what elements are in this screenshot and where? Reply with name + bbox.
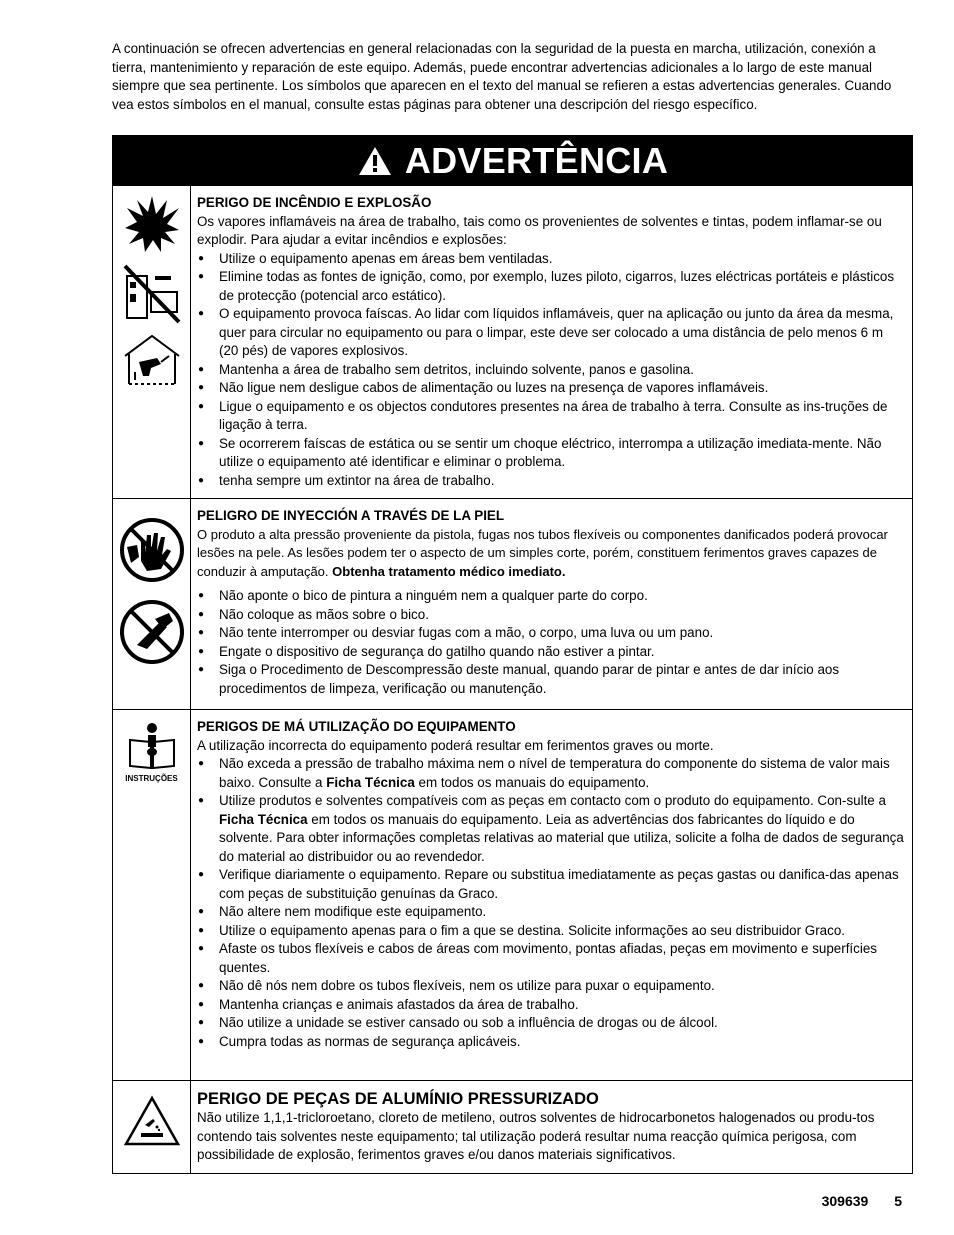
warning-triangle-icon bbox=[357, 145, 393, 177]
misuse-item1-text: Não exceda a pressão de trabalho máxima nem o nível de temperatura do componente do sistema de valor mais baixo. Consulte a bbox=[219, 756, 890, 790]
list-item: ● O equipamento provoca faíscas. Ao lidar com líquidos inflamáveis, quer na aplicação ou junto da área da mesma, quer para circular no equipamento ou para o limpar, este deve ser colocado a uma distância de pelo menos 6 m (20 pés) de vapores explosivos. bbox=[197, 305, 904, 361]
aluminum-text-column bbox=[191, 1081, 912, 1173]
misuse-item2-text: Utilize produtos e solventes compatíveis com as peças em contacto com o produto do equipamento. Con-sulte a bbox=[219, 793, 886, 808]
injection-hazard-list bbox=[197, 587, 904, 698]
instructions-icon-label: INSTRUÇÕES bbox=[125, 774, 178, 783]
misuse-item1-tail: em todos os manuais do equipamento. bbox=[414, 774, 650, 790]
list-item: ● Não dê nós nem dobre os tubos flexíveis, nem os utilize para puxar o equipamento. bbox=[197, 977, 904, 996]
misuse-hazard-title: PERIGOS DE MÁ UTILIZAÇÃO DO EQUIPAMENTO bbox=[197, 719, 516, 734]
misuse-hazard-section bbox=[113, 709, 912, 1080]
misuse-text-column bbox=[191, 710, 912, 1080]
list-item: ● Utilize o equipamento apenas para o fim a que se destina. Solicite informações ao seu distribuidor Graco. bbox=[197, 922, 904, 941]
misuse-hazard-description: A utilização incorrecta do equipamento poderá resultar em ferimentos graves ou morte. bbox=[197, 737, 714, 753]
list-item: ● Engate o dispositivo de segurança do gatilho quando não estiver a pintar. bbox=[197, 643, 904, 662]
injection-icon-column bbox=[113, 499, 191, 709]
list-item: ● Cumpra todas as normas de segurança aplicáveis. bbox=[197, 1033, 904, 1052]
list-item: ● Verifique diariamente o equipamento. Repare ou substitua imediatamente as peças gastas ou danifica-das apenas com peças de substituição genuínas da Graco. bbox=[197, 866, 904, 903]
list-item: ● Afaste os tubos flexíveis e cabos de áreas com movimento, pontas afiadas, peças em movimento e superfícies quentes. bbox=[197, 940, 904, 977]
list-item: ● Siga o Procedimento de Descompressão deste manual, quando parar de pintar e antes de dar início aos procedimentos de limpeza, verificação ou manutenção. bbox=[197, 661, 904, 698]
aluminum-hazard-section bbox=[113, 1080, 912, 1173]
misuse-hazard-list bbox=[197, 755, 904, 1051]
injection-hazard-title: PELIGRO DE INYECCIÓN A TRAVÉS DE LA PIEL bbox=[197, 508, 505, 523]
fire-hazard-list bbox=[197, 250, 904, 491]
no-spray-gun-injection-icon bbox=[119, 599, 185, 665]
page-footer bbox=[800, 1193, 902, 1209]
document-number: 309639 bbox=[821, 1193, 869, 1209]
list-item: ● Elimine todas as fontes de ignição, como, por exemplo, luzes piloto, cigarros, luzes eléctricas portáteis e plásticos de protecção (potencial arco estático). bbox=[197, 268, 904, 305]
misuse-item1-bold: Ficha Técnica bbox=[326, 774, 415, 790]
list-item: ● tenha sempre um extintor na área de trabalho. bbox=[197, 472, 904, 491]
injection-text-column bbox=[191, 499, 912, 709]
warning-box bbox=[112, 135, 913, 1174]
injection-hazard-section bbox=[113, 498, 912, 709]
list-item: ● Ligue o equipamento e os objectos condutores presentes na área de trabalho à terra. Consulte as ins-truções de ligação à terra. bbox=[197, 398, 904, 435]
explosion-icon bbox=[123, 194, 181, 256]
injection-hazard-description bbox=[197, 526, 904, 582]
list-item bbox=[197, 755, 904, 792]
banner-title: ADVERTÊNCIA bbox=[404, 139, 669, 181]
list-item: ● Utilize o equipamento apenas em áreas bem ventiladas. bbox=[197, 250, 904, 269]
no-hand-injection-icon bbox=[119, 517, 185, 583]
aluminum-hazard-description: Não utilize 1,1,1-tricloroetano, cloreto de metileno, outros solventes de hidrocarbonetos halogenados ou produ-tos contendo tais solventes neste equipamento; tal utilização poderá resultar numa reacção química perigosa, com possibilidade de explosão, ferimentos graves e/ou danos materiais significativos. bbox=[197, 1110, 875, 1162]
aluminum-icon-column bbox=[113, 1081, 191, 1173]
list-item: ● Não altere nem modifique este equipamento. bbox=[197, 903, 904, 922]
fire-hazard-title: PERIGO DE INCÊNDIO E EXPLOSÃO bbox=[197, 195, 432, 210]
chemical-reaction-icon bbox=[123, 1095, 181, 1147]
misuse-item2-bold: Ficha Técnica bbox=[219, 811, 308, 827]
no-ignition-icon bbox=[121, 262, 183, 326]
list-item: ● Não tente interromper ou desviar fugas com a mão, o corpo, uma luva ou um pano. bbox=[197, 624, 904, 643]
fire-icon-column bbox=[113, 186, 191, 498]
aluminum-hazard-title: PERIGO DE PEÇAS DE ALUMÍNIO PRESSURIZADO bbox=[197, 1090, 599, 1108]
list-item: ● Não utilize a unidade se estiver cansado ou sob a influência de drogas ou de álcool. bbox=[197, 1014, 904, 1033]
list-item: ● Não ligue nem desligue cabos de alimentação ou luzes na presença de vapores inflamáveis. bbox=[197, 379, 904, 398]
injection-desc-text: O produto a alta pressão proveniente da pistola, fugas nos tubos flexíveis ou componentes danificados poderá provocar lesões na pele. As lesões podem ter o aspecto de um simples corte, porém, constituem ferimentos graves capazes de conduzir à amputação. bbox=[197, 526, 888, 579]
fire-text-column bbox=[191, 186, 912, 498]
list-item: ● Mantenha crianças e animais afastados da área de trabalho. bbox=[197, 996, 904, 1015]
injection-desc-bold: Obtenha tratamento médico imediato. bbox=[332, 563, 566, 579]
instructions-manual-icon bbox=[127, 722, 177, 770]
list-item: ● Não aponte o bico de pintura a ninguém nem a qualquer parte do corpo. bbox=[197, 587, 904, 606]
misuse-item2-tail: em todos os manuais do equipamento. Leia as advertências dos fabricantes do líquido e do solvente. Para obter informações completas relativas ao material que utiliza, solicite a folha de dados de segurança do material ao distribuidor ou ao revendedor. bbox=[219, 811, 904, 864]
fire-hazard-description: Os vapores inflamáveis na área de trabalho, tais como os provenientes de solventes e tintas, podem inflamar-se ou explodir. Para ajudar a evitar incêndios e explosões: bbox=[197, 213, 882, 247]
grounding-house-icon bbox=[121, 332, 183, 388]
list-item: ● Mantenha a área de trabalho sem detritos, incluindo solvente, panos e gasolina. bbox=[197, 361, 904, 380]
fire-hazard-section bbox=[113, 185, 912, 498]
list-item: ● Se ocorrerem faíscas de estática ou se sentir um choque eléctrico, interrompa a utilização imediata-mente. Não utilize o equipamento até identificar e eliminar o problema. bbox=[197, 435, 904, 472]
list-item bbox=[197, 792, 904, 866]
warning-banner bbox=[113, 136, 912, 185]
list-item: ● Não coloque as mãos sobre o bico. bbox=[197, 606, 904, 625]
page-number: 5 bbox=[894, 1193, 902, 1209]
misuse-icon-column bbox=[113, 710, 191, 1080]
intro-paragraph: A continuación se ofrecen advertencias en general relacionadas con la seguridad de la puesta en marcha, utilización, conexión a tierra, mantenimiento y reparación de este equipo. Además, puede encontrar advertencias adicionales a lo largo de este manual siempre que sea pertinente. Los símbolos que aparecen en el texto del manual se refieren a estas advertencias generales. Cuando vea estos símbolos en el manual, consulte estas páginas para obtener una descripción del riesgo específico. bbox=[112, 41, 892, 112]
